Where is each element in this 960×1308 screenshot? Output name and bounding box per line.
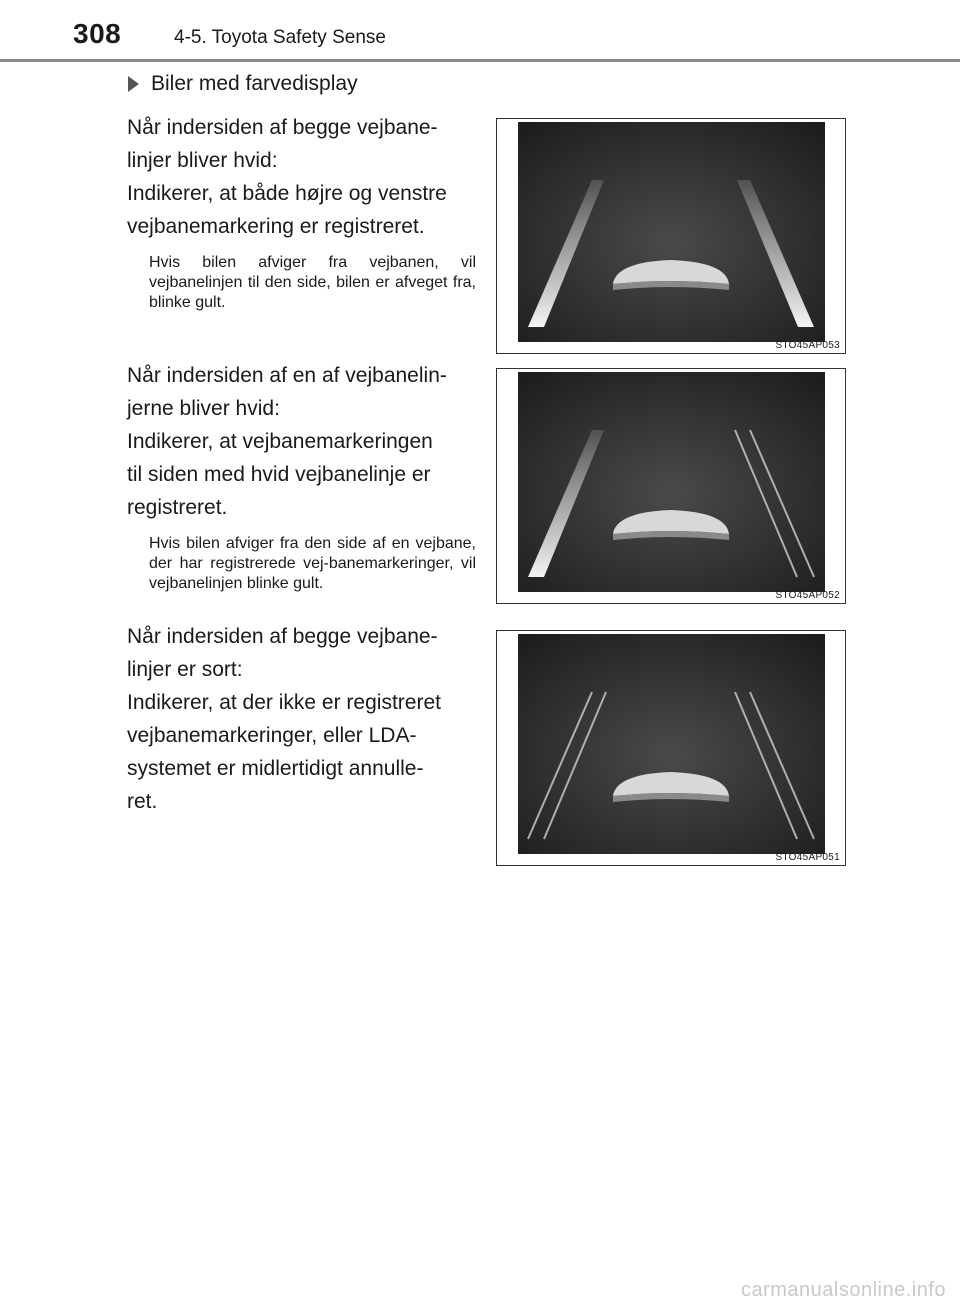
section-1-line-4: vejbanemarkering er registreret. (127, 215, 425, 238)
section-1-note: Hvis bilen afviger fra vejbanen, vil vejbanelinjen til den side, bilen er afveget fra, blinke gult. (149, 254, 476, 311)
page-header (0, 0, 960, 62)
section-one-line-white (127, 359, 476, 594)
section-2-line-5: registreret. (127, 496, 228, 519)
watermark: carmanualsonline.info (740, 1279, 946, 1301)
section-title: 4-5. Toyota Safety Sense (174, 27, 386, 48)
display-illustration-one-white (518, 372, 825, 592)
section-3-line-2: linjer er sort: (127, 658, 243, 681)
section-3-line-3: Indikerer, at der ikke er registreret (127, 691, 441, 714)
figure-both-lines-black (496, 630, 846, 866)
section-2-note: Hvis bilen afviger fra den side af en vejbane, der har registrerede vej-banemarkeringer, vil vejbanelinjen blinke gult. (149, 535, 476, 592)
section-3-line-1: Når indersiden af begge vejbane- (127, 625, 438, 648)
triangle-bullet-icon (128, 76, 139, 92)
section-3-line-6: ret. (127, 790, 158, 813)
section-both-lines-black (127, 620, 476, 818)
figure-code: STO45AP052 (775, 590, 840, 601)
section-1-line-2: linjer bliver hvid: (127, 149, 278, 172)
figure-both-lines-white (496, 118, 846, 354)
display-illustration-both-black (518, 634, 825, 854)
section-2-line-4: til siden med hvid vejbanelinje er (127, 463, 431, 486)
section-1-line-1: Når indersiden af begge vejbane- (127, 116, 438, 139)
section-2-line-1: Når indersiden af en af vejbanelin- (127, 364, 447, 387)
subheading (128, 72, 358, 96)
section-both-lines-white (127, 111, 476, 313)
figure-one-line-white (496, 368, 846, 604)
section-2-line-3: Indikerer, at vejbanemarkeringen (127, 430, 433, 453)
figure-code: STO45AP053 (775, 340, 840, 351)
section-1-line-3: Indikerer, at både højre og venstre (127, 182, 447, 205)
section-3-line-5: systemet er midlertidigt annulle- (127, 757, 424, 780)
section-2-line-2: jerne bliver hvid: (127, 397, 280, 420)
figure-code: STO45AP051 (775, 852, 840, 863)
page-number: 308 (73, 18, 122, 49)
subheading-text: Biler med farvedisplay (151, 72, 358, 95)
header-divider (0, 59, 960, 62)
display-illustration-both-white (518, 122, 825, 342)
section-3-line-4: vejbanemarkeringer, eller LDA- (127, 724, 417, 747)
